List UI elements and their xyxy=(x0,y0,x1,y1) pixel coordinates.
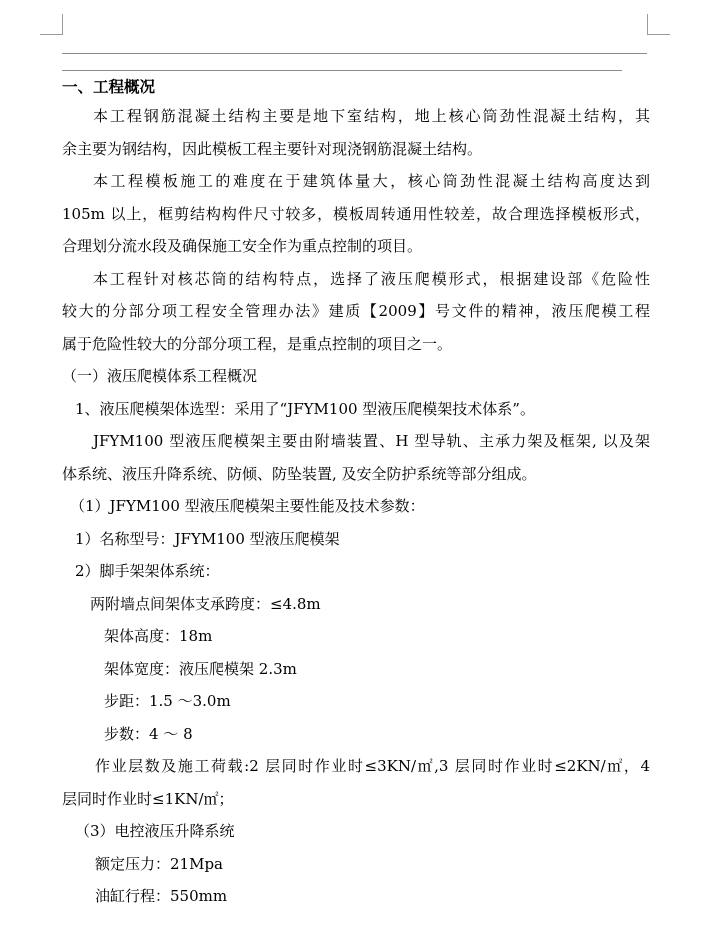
paragraph-line: 较大的分部分项工程安全管理办法》建质【2009】号文件的精神，液压爬模工程 xyxy=(62,302,650,320)
paragraph-line: 本工程针对核芯筒的结构特点，选择了液压爬模形式，根据建设部《危险性 xyxy=(93,269,650,288)
paragraph-line: 余主要为钢结构，因此模板工程主要针对现浇钢筋混凝土结构。 xyxy=(62,139,483,158)
parameter-line: 额定压力：21Mpa xyxy=(95,854,223,873)
paragraph-line: 属于危险性较大的分部分项工程，是重点控制的项目之一。 xyxy=(62,334,453,353)
paragraph-line: JFYM100 型液压爬模架主要由附墙装置、H 型导轨、主承力架及框架, 以及架 xyxy=(93,432,650,450)
header-rule-top xyxy=(62,53,647,54)
page-corner-mark-top-right xyxy=(647,14,670,35)
page-corner-mark-top-left xyxy=(40,14,63,35)
paragraph-line: 作业层数及施工荷载:2 层同时作业时≤3KN/㎡,3 层同时作业时≤2KN/㎡，4 xyxy=(95,757,650,775)
section-heading: 一、工程概况 xyxy=(62,77,156,96)
paragraph-line: 本工程模板施工的难度在于建筑体量大，核心筒劲性混凝土结构高度达到 xyxy=(93,172,650,190)
parameter-line: 架体宽度：液压爬模架 2.3m xyxy=(104,659,297,678)
subsection-heading: （一）液压爬模体系工程概况 xyxy=(62,367,258,385)
document-body xyxy=(62,72,650,913)
header-rule-bottom xyxy=(62,70,622,71)
parameter-line: 两附墙点间架体支承跨度：≤4.8m xyxy=(90,594,321,613)
paragraph-line: 体系统、液压升降系统、防倾、防坠装置, 及安全防护系统等部分组成。 xyxy=(62,464,537,483)
parameter-line: 架体高度：18m xyxy=(104,627,213,645)
list-item: 1、液压爬模架体选型：采用了“JFYM100 型液压爬模架技术体系”。 xyxy=(75,399,535,418)
paragraph-line: 层同时作业时≤1KN/㎡； xyxy=(62,789,234,808)
paragraph-line: 105m 以上，框剪结构构件尺寸较多，模板周转通用性较差，故合理选择模板形式， xyxy=(62,204,650,223)
parameter-line: 油缸行程：550mm xyxy=(95,887,228,905)
parameter-line: 步数：4 ～ 8 xyxy=(104,724,193,743)
parameter-line: 步距：1.5 ～3.0m xyxy=(104,692,231,710)
subsection-heading: （1）JFYM100 型液压爬模架主要性能及技术参数： xyxy=(70,497,425,515)
subsection-heading: （3）电控液压升降系统 xyxy=(75,822,235,840)
paragraph-line: 本工程钢筋混凝土结构主要是地下室结构，地上核心筒劲性混凝土结构，其 xyxy=(93,107,650,125)
paragraph-line: 合理划分流水段及确保施工安全作为重点控制的项目。 xyxy=(62,237,423,255)
list-item: 1）名称型号：JFYM100 型液压爬模架 xyxy=(75,529,340,548)
list-item: 2）脚手架架体系统： xyxy=(75,562,220,580)
